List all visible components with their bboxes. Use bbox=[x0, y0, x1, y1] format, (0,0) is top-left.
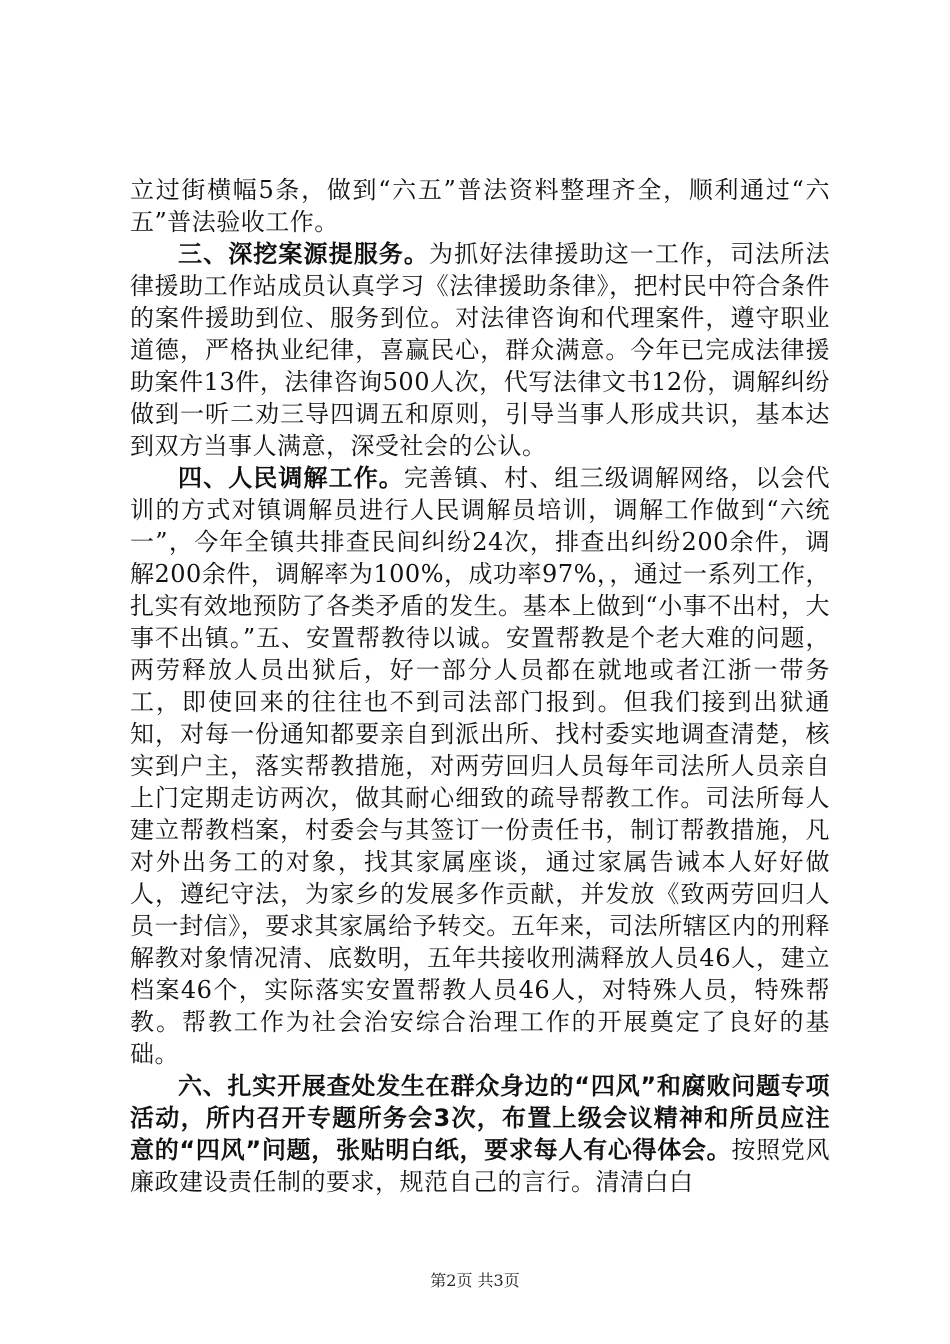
paragraph-mediation bbox=[130, 462, 830, 1070]
paragraph-text: 按照党风廉政建设责任制的要求，规范自己的言行。清清白白 bbox=[130, 1136, 831, 1196]
paragraph-case-services bbox=[130, 238, 830, 462]
section-heading: 四、人民调解工作。 bbox=[178, 464, 404, 492]
paragraph-continuation bbox=[130, 174, 830, 238]
bold-text: 六、扎实开展查处发生在群众身边的“四风”和腐败问题专项活动，所内召开专题所务会3次，布置上级会议精神和所员应注意的“四风”问题，张贴明白纸，要求每人有心得体会。 bbox=[130, 1072, 830, 1164]
section-heading: 三、深挖案源提服务。 bbox=[178, 240, 429, 268]
paragraph-four-winds bbox=[130, 1070, 830, 1198]
paragraph-text: 完善镇、村、组三级调解网络，以会代训的方式对镇调解员进行人民调解员培训，调解工作做到“六统一”，今年全镇共排查民间纠纷24次，排查出纠纷200余件，调解200余件，调解率为100%，成功率97%，，通过一系列工作，扎实有效地预防了各类矛盾的发生。基本上做到“小事不出村，大事不出镇。”五、安置帮教待以诚。安置帮教是个老大难的问题，两劳释放人员出狱后，好一部分人员都在就地或者江浙一带务工，即使回来的往往也不到司法部门报到。但我们接到出狱通知，对每一份通知都要亲自到派出所、找村委实地调查清楚，核实到户主，落实帮教措施，对两劳回归人员每年司法所人员亲自上门定期走访两次，做其耐心细致的疏导帮教工作。司法所每人建立帮教档案，村委会与其签订一份责任书，制订帮教措施，凡对外出务工的对象，找其家属座谈，通过家属告诫本人好好做人，遵纪守法，为家乡的发展多作贡献，并发放《致两劳回归人员一封信》，要求其家属给予转交。五年来，司法所辖区内的刑释解教对象情况清、底数明，五年共接收刑满释放人员46人，建立档案46个，实际落实安置帮教人员46人，对特殊人员，特殊帮教。帮教工作为社会治安综合治理工作的开展奠定了良好的基础。 bbox=[130, 464, 831, 1068]
document-body bbox=[130, 174, 830, 1198]
paragraph-text: 立过街横幅5条，做到“六五”普法资料整理齐全，顺利通过“六五”普法验收工作。 bbox=[130, 176, 830, 236]
paragraph-text: 为抓好法律援助这一工作，司法所法律援助工作站成员认真学习《法律援助条律》，把村民中符合条件的案件援助到位、服务到位。对法律咨询和代理案件，遵守职业道德，严格执业纪律，喜赢民心，群众满意。今年已完成法律援助案件13件，法律咨询500人次，代写法律文书12份，调解纠纷做到一听二劝三导四调五和原则，引导当事人形成共识，基本达到双方当事人满意，深受社会的公认。 bbox=[130, 240, 830, 460]
page-footer: 第2页 共3页 bbox=[430, 1271, 520, 1290]
